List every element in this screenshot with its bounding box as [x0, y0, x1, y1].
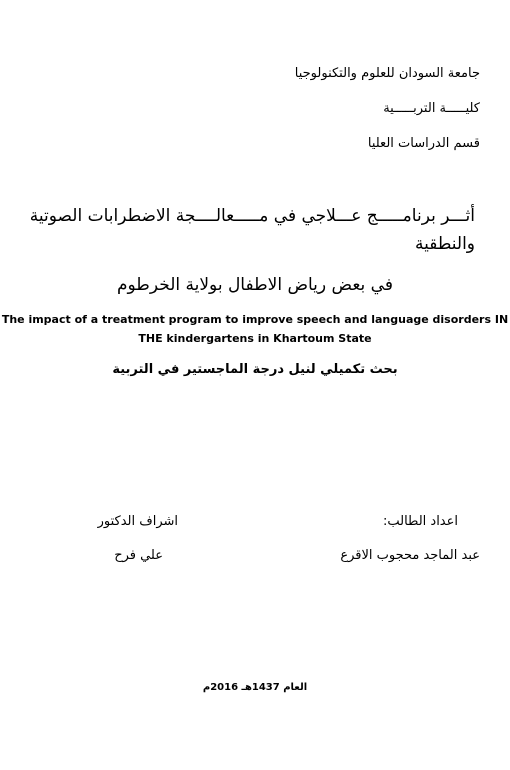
english-title: The impact of a treatment program to improve speech and language disorders IN THE kindergartens in Khartoum State [1, 313, 509, 345]
supervisor-label: اشراف الدكتور [97, 514, 178, 529]
department-name: قسم الدراسات العليا [367, 136, 480, 151]
academic-year: العام 1437هـ 2016م [202, 682, 308, 693]
degree-statement: بحث تكميلي لنيل درجة الماجستير في التربية [112, 362, 398, 377]
supervisor-name: علي فرح [114, 548, 163, 563]
arabic-title-line-2: والنطقية [414, 234, 475, 254]
faculty-name: كليـــــة التربـــــية [383, 101, 480, 116]
student-name: عبد الماجد محجوب الاقرع [340, 548, 480, 563]
arabic-title-line-1: أثـــر برنامـــــج عـــلاجي في مـــــعالــــجة الاضطرابات الصوتية [29, 206, 475, 226]
university-name: جامعة السودان للعلوم والتكنولوجيا [294, 66, 480, 81]
arabic-title-line-3: في بعض رياض الاطفال بولاية الخرطوم [117, 275, 393, 295]
student-label: اعداد الطالب: [382, 514, 458, 529]
